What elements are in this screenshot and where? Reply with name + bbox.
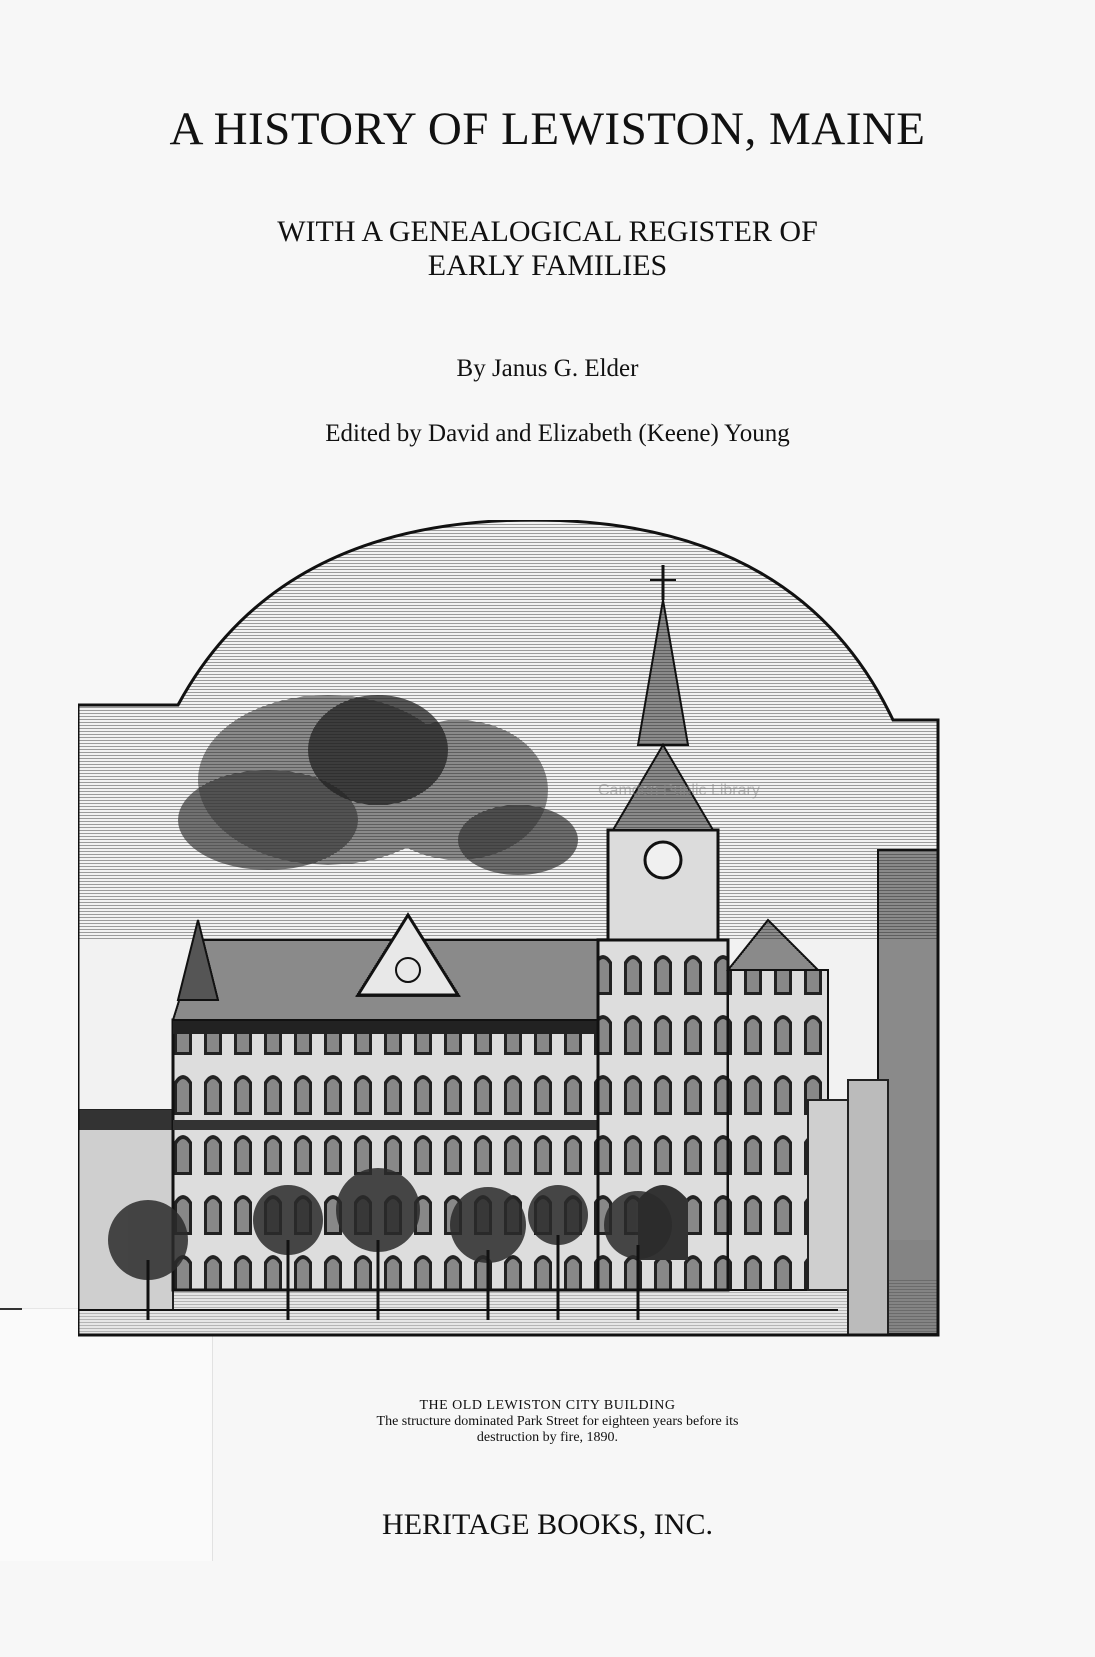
caption-title: THE OLD LEWISTON CITY BUILDING (419, 1398, 676, 1413)
watermark-text: Camden Public Library (598, 782, 760, 799)
book-title: A HISTORY OF LEWISTON, MAINE (169, 103, 926, 155)
editors-line: Edited by David and Elizabeth (Keene) Young (325, 420, 790, 447)
caption-line-2: destruction by fire, 1890. (476, 1430, 619, 1445)
subtitle-line-1: WITH A GENEALOGICAL REGISTER OF (277, 215, 818, 248)
book-subtitle (0, 215, 1095, 283)
city-building-engraving (78, 520, 993, 1390)
illustration-caption (0, 1398, 1095, 1446)
subtitle-line-2: EARLY FAMILIES (427, 249, 668, 282)
spine-edge-mark (0, 1308, 22, 1310)
publisher-name: HERITAGE BOOKS, INC. (382, 1508, 713, 1541)
author-line: By Janus G. Elder (456, 355, 639, 382)
caption-line-1: The structure dominated Park Street for eighteen years before its (376, 1414, 739, 1429)
